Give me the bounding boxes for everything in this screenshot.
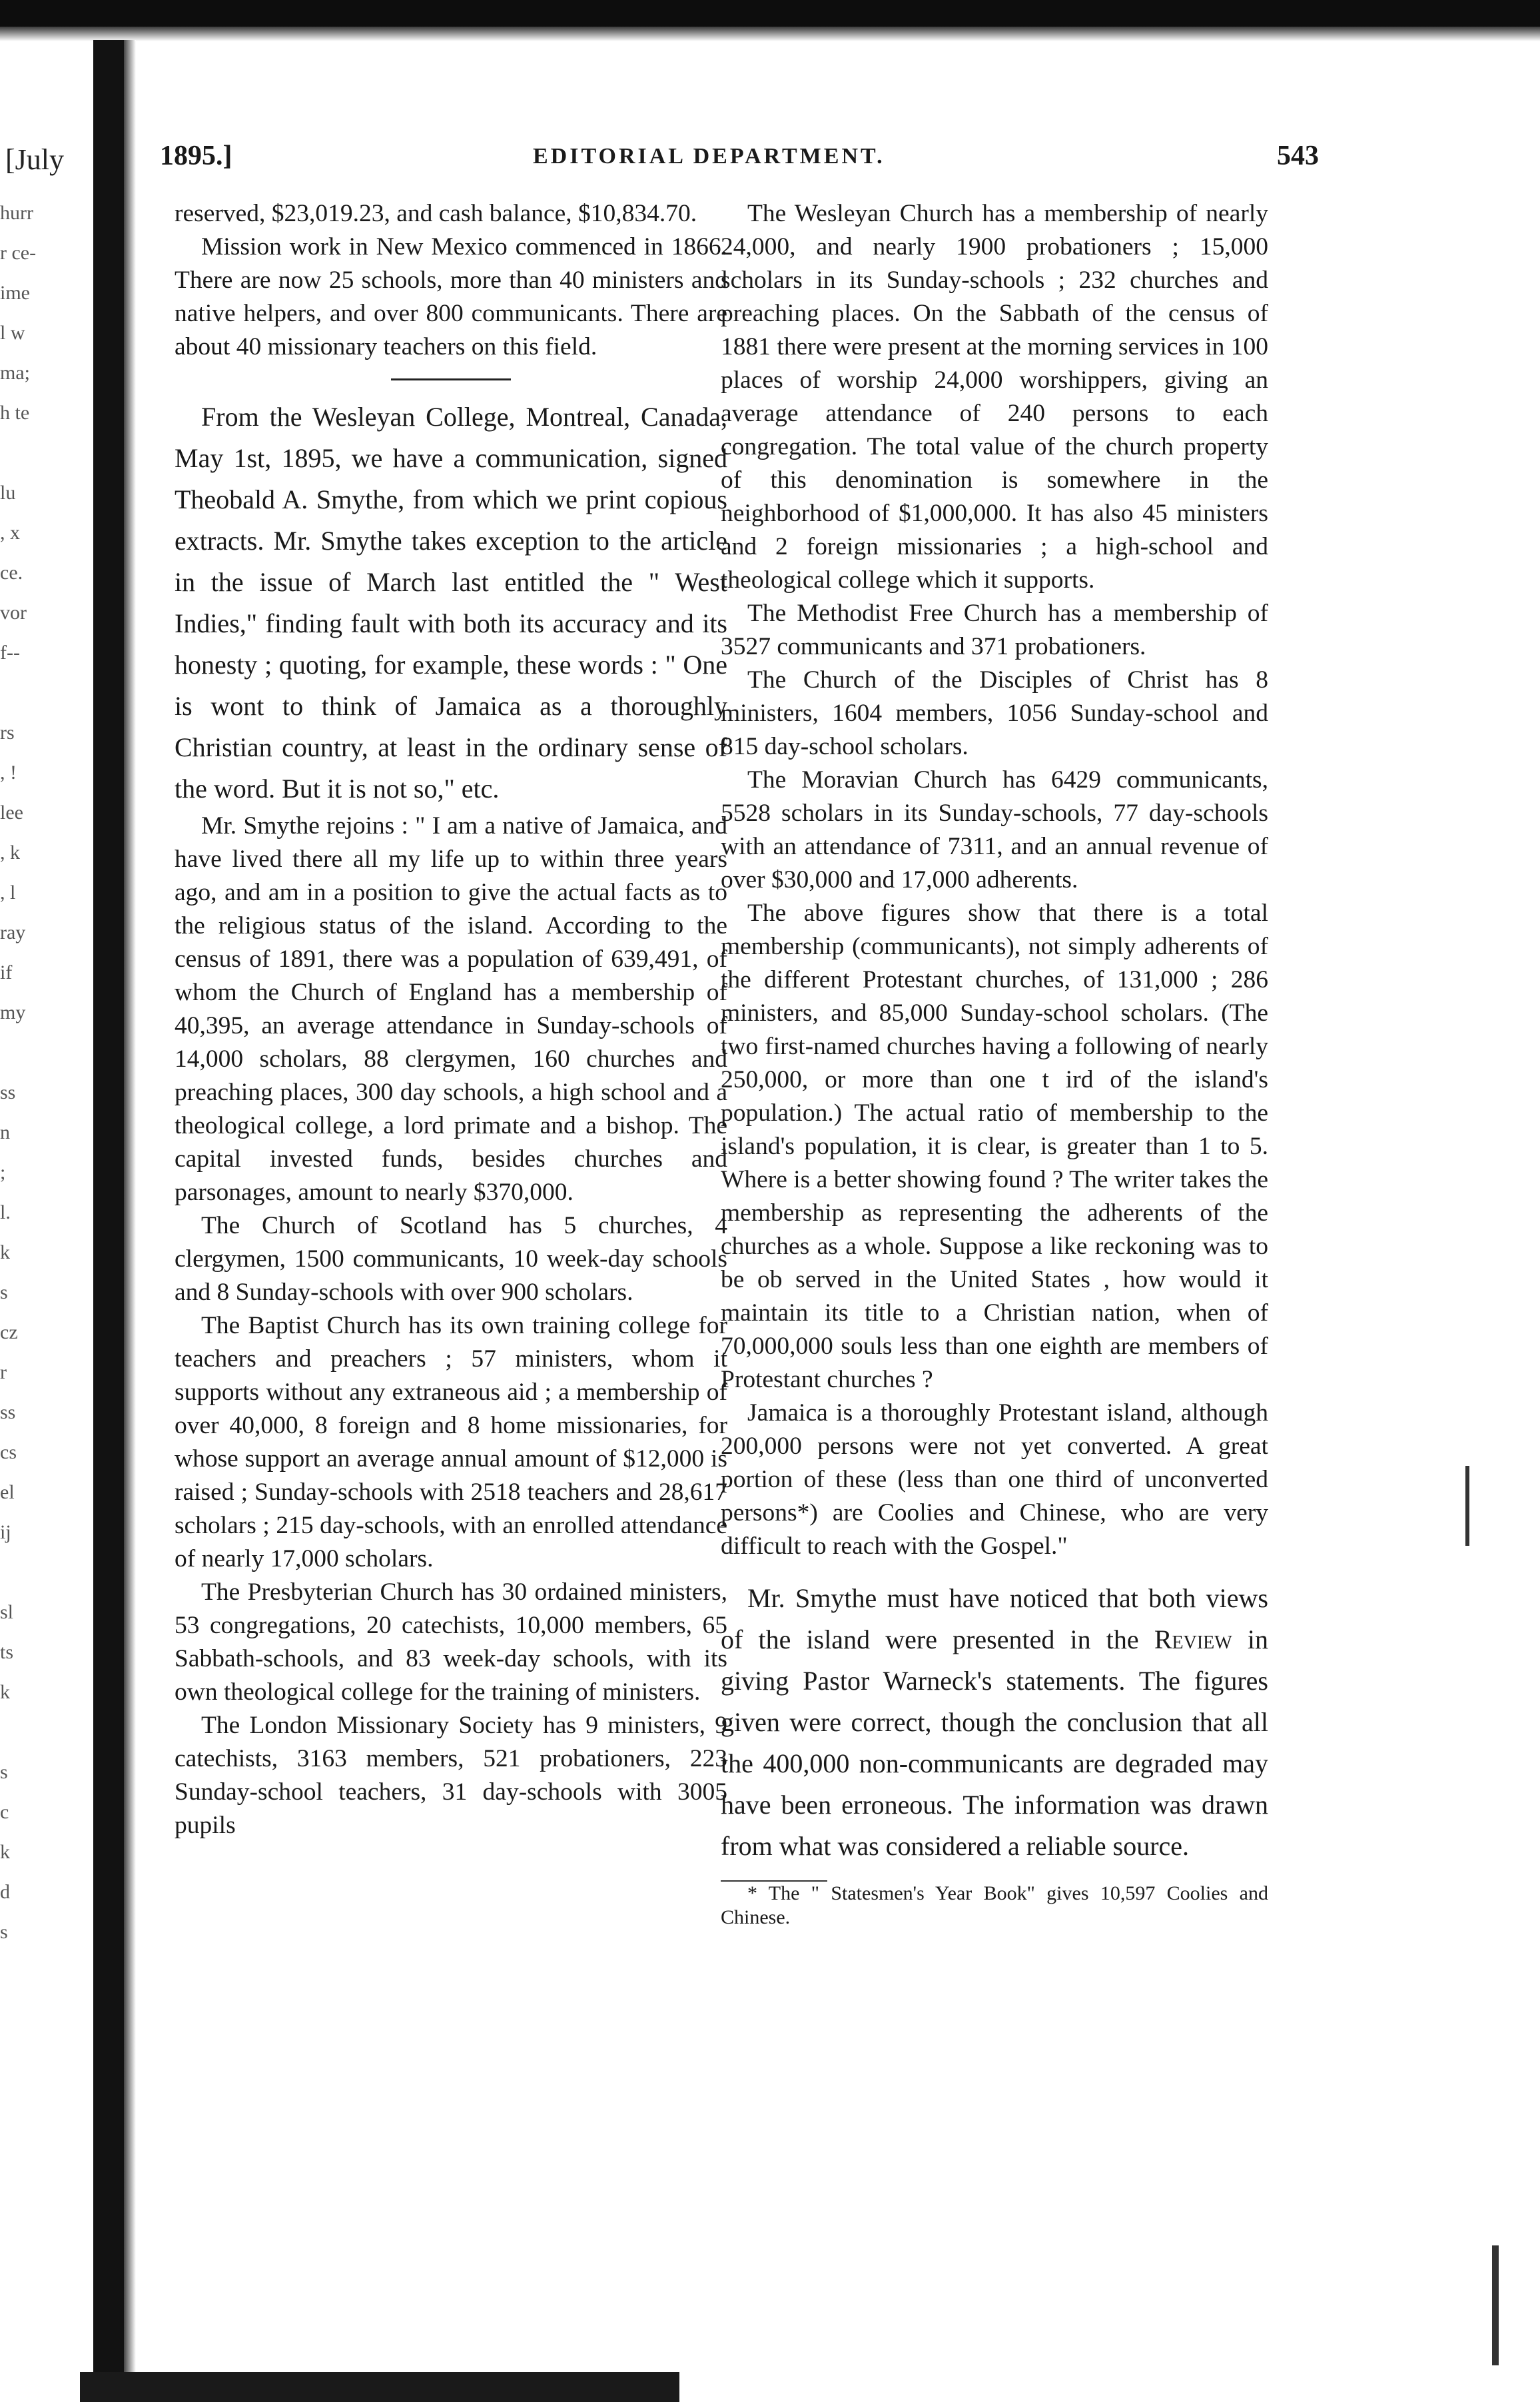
- paragraph: The Presbyterian Church has 30 ordained ministers, 53 congregations, 20 catechists, 10,000 members, 65 Sabbath-schools, and 83 week-day schools, with its own theological college for the training of ministers.: [175, 1578, 727, 1706]
- paragraph: From the Wesleyan College, Montreal, Canada, May 1st, 1895, we have a communication, signed Theobald A. Smythe, from which we print copious extracts. Mr. Smythe takes exception to the article in the issue of March last entitled the " West Indies," finding fault with both its accuracy and its honesty ; quoting, for example, these words : " One is wont to think of Jamaica as a thoroughly Christian country, at least in the ordinary sense of the word. But it is not so," etc.: [175, 402, 727, 804]
- binding-gutter: [93, 40, 124, 2402]
- paragraph: Mr. Smythe rejoins : " I am a native of Jamaica, and have lived there all my life up to within three years ago, and am in a position to give the actual facts as to the religious status of the island. According to the census of 1891, there was a population of 639,491, of whom the Church of England has a membership of 40,395, an average attendance in Sunday-schools of 14,000 scholars, 88 clergymen, 160 churches and preaching places, 300 day schools, a high school and a theological college, a lord primate and a bishop. The capital invested funds, besides churches and parsonages, amount to nearly $370,000.: [175, 812, 727, 1206]
- facing-page-fragments: hurr r ce- ime l w ma; h te lu , x ce. vor f-- rs , ! lee , k , l ray if my ss n ; l. k s cz r ss cs el ij sl ts k s c k d s: [0, 202, 37, 1943]
- facing-page-bleed: [0, 113, 87, 2379]
- scan-speck: [1465, 1466, 1469, 1546]
- running-head: [160, 140, 1319, 180]
- paragraph: The London Missionary Society has 9 ministers, 9 catechists, 3163 members, 521 probationers, 223 Sunday-school teachers, 31 day-schools with 3005 pupils: [175, 1712, 727, 1839]
- paragraph-text: in giving Pastor Warneck's statements. The figures given were correct, though the conclusion that all the 400,000 non-communicants are degraded may have been erroneous. The information was drawn from what was considered a reliable source.: [721, 1624, 1268, 1861]
- binding-gutter-shadow: [124, 40, 136, 2402]
- paragraph: The Baptist Church has its own training college for teachers and preachers ; 57 ministers, whom it supports without any extraneous aid ; a membership of over 40,000, 8 foreign and 8 home missionaries, for whose support an average annual amount of $12,000 is raised ; Sunday-schools with 2518 teachers and 28,617 scholars ; 215 day-schools, with an enrolled attendance of nearly 17,000 scholars.: [175, 1312, 727, 1572]
- scan-top-border: [0, 0, 1540, 27]
- scan-speck: [1492, 2245, 1499, 2365]
- paragraph: Jamaica is a thoroughly Protestant island, although 200,000 persons were not yet converted. A great portion of these (less than one third of unconverted persons*) are Coolies and Chinese, who are very difficult to reach with the Gospel.": [721, 1399, 1268, 1560]
- footnote: * The " Statesmen's Year Book" gives 10,597 Coolies and Chinese.: [721, 1882, 1268, 1928]
- paragraph: reserved, $23,019.23, and cash balance, $10,834.70.: [175, 200, 697, 227]
- section-divider: [391, 378, 511, 380]
- running-head-title: EDITORIAL DEPARTMENT.: [533, 144, 885, 169]
- paragraph: The Church of Scotland has 5 churches, 4 clergymen, 1500 communicants, 10 week-day schools and 8 Sunday-schools with over 900 scholars.: [175, 1212, 727, 1306]
- paragraph: The Church of the Disciples of Christ has 8 ministers, 1604 members, 1056 Sunday-school and 815 day-school scholars.: [721, 666, 1268, 760]
- paragraph: Mission work in New Mexico commenced in 1866. There are now 25 schools, more than 40 ministers and native helpers, and over 800 communicants. There are about 40 missionary teachers on this field.: [175, 233, 727, 360]
- paragraph: The above figures show that there is a total membership (communicants), not simply adherents of the different Protestant churches, of 131,000 ; 286 ministers, and 85,000 Sunday-school scholars. (The two first-named churches having a following of nearly 250,000, or more than one t ird of the island's population.) The actual ratio of membership to the island's population, it is clear, is greater than 1 to 5. Where is a better showing found ? The writer takes the membership as representing the adherents of the churches as a whole. Suppose a like reckoning was to be ob served in the United States , how would it maintain its title to a Christian nation, when of 70,000,000 souls less than one eighth are members of Protestant churches ?: [721, 900, 1268, 1393]
- right-column: [721, 197, 1268, 1930]
- paragraph: The Methodist Free Church has a membership of 3527 communicants and 371 probationers.: [721, 600, 1268, 660]
- scan-bottom-border: [80, 2372, 679, 2402]
- left-column: [175, 197, 727, 1842]
- scan-top-shadow: [0, 27, 1540, 41]
- paragraph-text: Mr. Smythe must have noticed that both views of the island were presented in the: [721, 1583, 1268, 1654]
- paragraph: The Wesleyan Church has a membership of nearly 24,000, and nearly 1900 probationers ; 15,000 scholars in its Sunday-schools ; 232 churches and preaching places. On the Sabbath of the census of 1881 there were present at the morning services in 100 places of worship 24,000 worshippers, giving an average attendance of 240 persons to each congregation. The total value of the church property of this denomination is somewhere in the neighborhood of $1,000,000. It has also 45 ministers and 2 foreign missionaries ; a high-school and theological college which it supports.: [721, 200, 1268, 594]
- paragraph: [721, 1578, 1268, 1867]
- facing-page-tag: [July: [5, 143, 64, 176]
- running-head-year: 1895.]: [160, 141, 232, 171]
- page-number: 543: [1277, 141, 1319, 171]
- paragraph: The Moravian Church has 6429 communicants, 5528 scholars in its Sunday-schools, 77 day-schools with an attendance of 7311, and an annual revenue of over $30,000 and 17,000 adherents.: [721, 766, 1268, 894]
- review-title: Review: [1154, 1624, 1232, 1654]
